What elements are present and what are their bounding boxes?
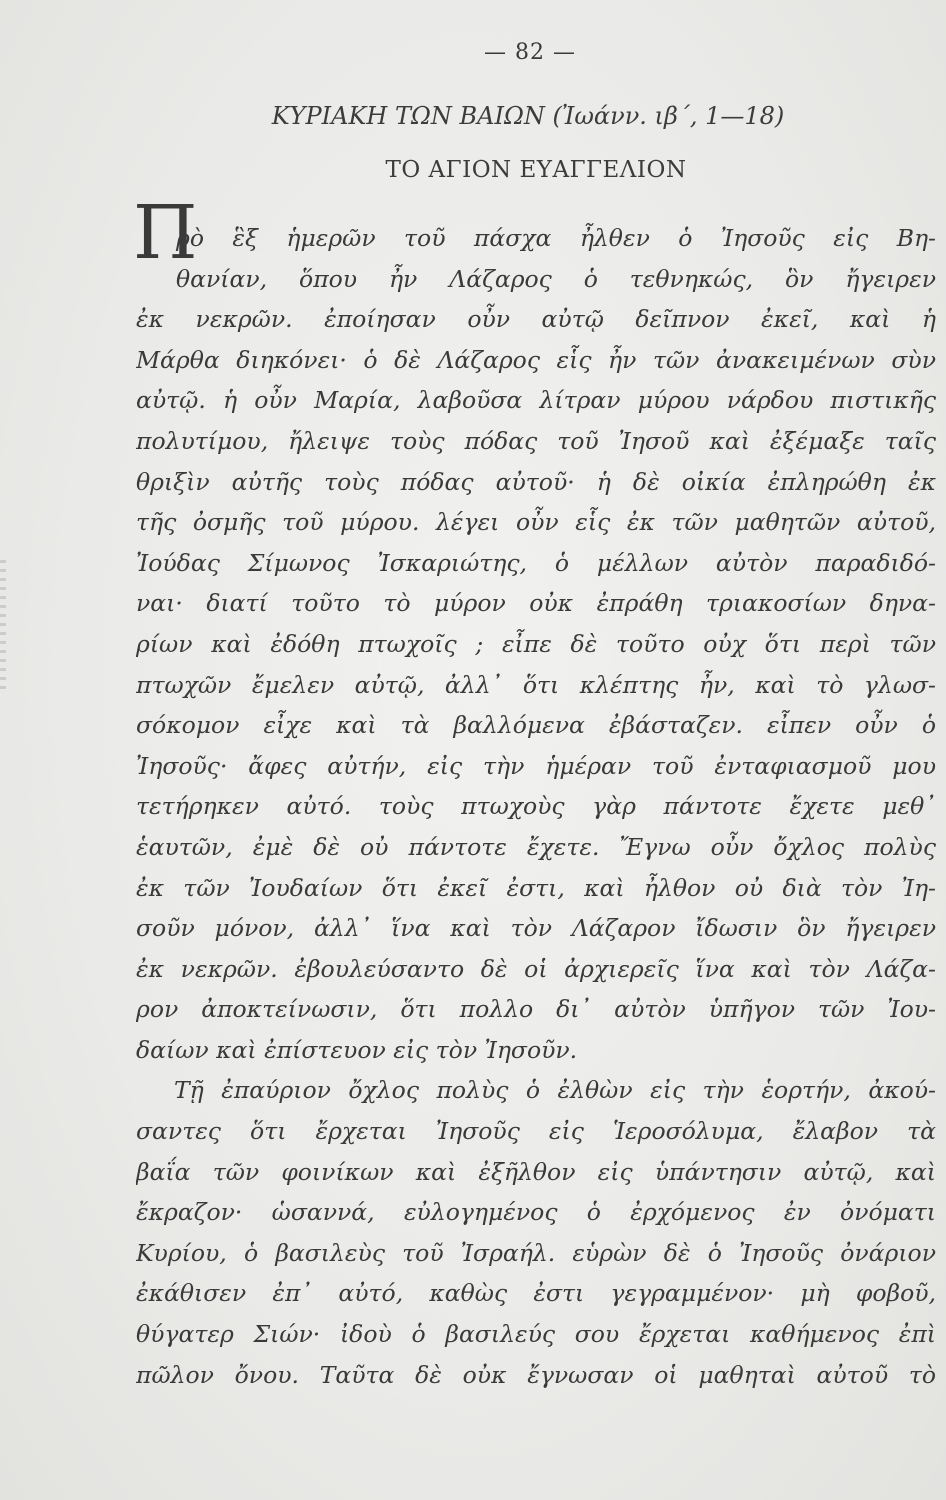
text-line: πτωχῶν ἔμελεν αὐτῷ, ἀλλ᾿ ὅτι κλέπτης ἦν, καὶ τὸ γλωσ- — [136, 670, 936, 699]
text-line: Ἰησοῦς· ἄφες αὐτήν, εἰς τὴν ἡμέραν τοῦ ἐνταφιασμοῦ μου — [136, 751, 936, 780]
text-line: δαίων καὶ ἐπίστευον εἰς τὸν Ἰησοῦν. — [136, 1035, 578, 1064]
text-line: ἐκάθισεν ἐπ᾿ αὐτό, καθὼς ἐστι γεγραμμένον· μὴ φοβοῦ, — [136, 1279, 936, 1308]
text-line: σαντες ὅτι ἔρχεται Ἰησοῦς εἰς Ἱεροσόλυμα, ἔλαβον τὰ — [136, 1117, 936, 1146]
text-line: θύγατερ Σιών· ἰδοὺ ὁ βασιλεύς σου ἔρχεται καθήμενος ἐπὶ — [136, 1320, 936, 1349]
text-line: πολυτίμου, ἤλειψε τοὺς πόδας τοῦ Ἰησοῦ καὶ ἐξέμαξε ταῖς — [136, 426, 936, 455]
page-number: — 82 — — [484, 40, 576, 65]
text-line: ἑαυτῶν, ἐμὲ δὲ οὐ πάντοτε ἔχετε. Ἔγνω οὖν ὄχλος πολὺς — [136, 832, 936, 861]
text-line: ρίων καὶ ἐδόθη πτωχοῖς ; εἶπε δὲ τοῦτο οὐχ ὅτι περὶ τῶν — [136, 629, 936, 658]
text-line: ἐκ τῶν Ἰουδαίων ὅτι ἐκεῖ ἐστι, καὶ ἦλθον οὐ διὰ τὸν Ἰη- — [136, 873, 936, 902]
text-line: τετήρηκεν αὐτό. τοὺς πτωχοὺς γὰρ πάντοτε ἔχετε μεθ᾿ — [136, 792, 936, 821]
text-line: Ἰούδας Σίμωνος Ἰσκαριώτης, ὁ μέλλων αὐτὸν παραδιδό- — [136, 548, 936, 577]
text-line: βαΐα τῶν φοινίκων καὶ ἐξῆλθον εἰς ὑπάντησιν αὐτῷ, καὶ — [136, 1157, 936, 1186]
margin-scan-artifact — [0, 560, 6, 690]
text-line: σοῦν μόνον, ἀλλ᾿ ἵνα καὶ τὸν Λάζαρον ἴδωσιν ὃν ἤγειρεν — [136, 914, 936, 943]
text-line: τῆς ὀσμῆς τοῦ μύρου. λέγει οὖν εἷς ἐκ τῶν μαθητῶν αὐτοῦ, — [136, 508, 936, 537]
text-line: ρον ἀποκτείνωσιν, ὅτι πολλο δι᾿ αὐτὸν ὑπῆγον τῶν Ἰου- — [136, 995, 936, 1024]
text-line: θριξὶν αὐτῆς τοὺς πόδας αὐτοῦ· ἡ δὲ οἰκία ἐπληρώθη ἐκ — [136, 467, 936, 496]
text-line: ναι· διατί τοῦτο τὸ μύρον οὐκ ἐπράθη τριακοσίων δηνα- — [136, 589, 936, 618]
text-line: αὐτῷ. ἡ οὖν Μαρία, λαβοῦσα λίτραν μύρου νάρδου πιστικῆς — [136, 386, 936, 415]
text-line: ἐκ νεκρῶν. ἐποίησαν οὖν αὐτῷ δεῖπνον ἐκεῖ, καὶ ἡ — [136, 305, 936, 334]
text-line: Κυρίου, ὁ βασιλεὺς τοῦ Ἰσραήλ. εὑρὼν δὲ ὁ Ἰησοῦς ὀνάριον — [136, 1238, 936, 1267]
section-heading: ΚΥΡΙΑΚΗ ΤΩΝ ΒΑΙΩΝ (Ἰωάνν. ιβ΄, 1—18) — [271, 102, 785, 130]
text-line: πῶλον ὄνου. Ταῦτα δὲ οὐκ ἔγνωσαν οἱ μαθηταὶ αὐτοῦ τὸ — [136, 1360, 936, 1389]
text-line: θανίαν, ὅπου ἦν Λάζαρος ὁ τεθνηκώς, ὃν ἤγειρεν — [176, 264, 936, 293]
text-line: Μάρθα διηκόνει· ὁ δὲ Λάζαρος εἷς ἦν τῶν ἀνακειμένων σὺν — [136, 345, 936, 374]
text-line: ρὸ ἓξ ἡμερῶν τοῦ πάσχα ἦλθεν ὁ Ἰησοῦς εἰς Βη- — [176, 224, 936, 252]
drop-cap: Π — [133, 190, 198, 276]
section-subheading: ΤΟ ΑΓΙΟΝ ΕΥΑΓΓΕΛΙΟΝ — [385, 157, 687, 183]
text-line: σόκομον εἶχε καὶ τὰ βαλλόμενα ἐβάσταζεν. εἶπεν οὖν ὁ — [136, 711, 936, 740]
text-line: Τῇ ἐπαύριον ὄχλος πολὺς ὁ ἐλθὼν εἰς τὴν ἑορτήν, ἀκού- — [174, 1076, 936, 1105]
text-line: ἔκραζον· ὡσαννά, εὐλογημένος ὁ ἐρχόμενος ἐν ὀνόματι — [136, 1198, 936, 1227]
gospel-text — [136, 218, 936, 1395]
text-line: ἐκ νεκρῶν. ἐβουλεύσαντο δὲ οἱ ἀρχιερεῖς ἵνα καὶ τὸν Λάζα- — [136, 954, 936, 983]
